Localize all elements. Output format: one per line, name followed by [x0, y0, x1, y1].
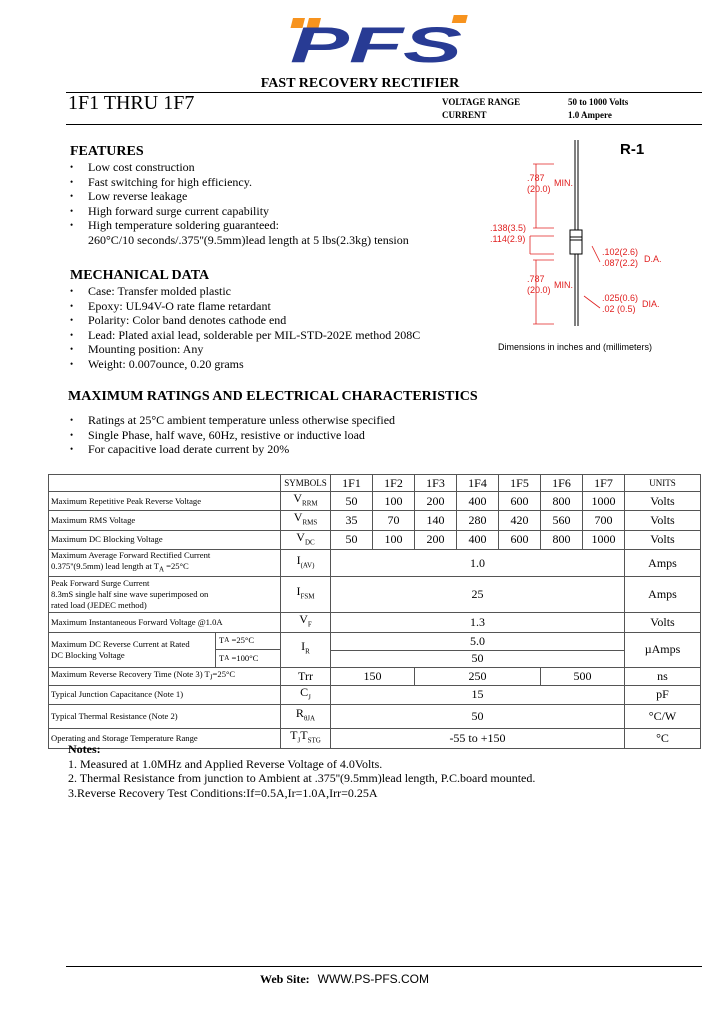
- dim-body-min: .114(2.9): [490, 234, 526, 244]
- dim-bottom-min: MIN.: [554, 280, 573, 290]
- table-cell: pF: [625, 685, 701, 704]
- table-cell: 280: [457, 511, 499, 530]
- list-item: • Low reverse leakage: [68, 189, 409, 204]
- header-1f1: 1F1: [331, 475, 373, 492]
- list-item: • For capacitive load derate current by 20%: [68, 442, 395, 457]
- table-cell: Peak Forward Surge Current 8.3mS single half sine wave superimposed on rated load (JEDEC method): [49, 577, 281, 613]
- table-cell: 200: [415, 530, 457, 549]
- table-cell: 700: [583, 511, 625, 530]
- dimension-note: Dimensions in inches and (millimeters): [498, 342, 653, 352]
- mechanical-list: [68, 284, 420, 372]
- table-cell: Volts: [625, 492, 701, 511]
- table-cell: Amps: [625, 577, 701, 613]
- header-1f3: 1F3: [415, 475, 457, 492]
- list-item: • Weight: 0.007ounce, 0.20 grams: [68, 357, 420, 372]
- table-cell: 1000: [583, 530, 625, 549]
- features-list: [68, 160, 409, 248]
- dim-bottom-inch: .787: [527, 274, 545, 284]
- table-row: [49, 704, 701, 728]
- logo-text: PFS: [290, 17, 462, 73]
- table-cell: 800: [541, 530, 583, 549]
- package-outline-drawing: [490, 136, 696, 366]
- table-cell: 250: [415, 667, 541, 685]
- table-row: [49, 685, 701, 704]
- list-item: • Ratings at 25°C ambient temperature unless otherwise specified: [68, 413, 395, 428]
- header-symbols: SYMBOLS: [281, 475, 331, 492]
- list-item: • High temperature soldering guaranteed:: [68, 218, 409, 233]
- table-cell: Maximum DC Blocking Voltage: [49, 530, 281, 549]
- table-cell: 50: [331, 530, 373, 549]
- table-cell: $V_{RMS}$: [281, 511, 331, 530]
- dim-lead-max: .025(0.6): [602, 293, 639, 303]
- table-cell: 420: [499, 511, 541, 530]
- table-cell: Amps: [625, 550, 701, 577]
- document-title: FAST RECOVERY RECTIFIER: [260, 76, 460, 91]
- table-cell: Volts: [625, 511, 701, 530]
- table-cell: 50: [331, 492, 373, 511]
- header-1f2: 1F2: [373, 475, 415, 492]
- mechanical-heading: MECHANICAL DATA: [70, 268, 210, 283]
- table-cell: 400: [457, 530, 499, 549]
- table-row: [49, 667, 701, 685]
- note-2: 2. Thermal Resistance from junction to Ambient at .375''(9.5mm)lead length, P.C.board mounted.: [68, 771, 536, 786]
- table-cell: 100: [373, 492, 415, 511]
- table-cell: 35: [331, 511, 373, 530]
- table-cell: 150: [331, 667, 415, 685]
- table-row: [49, 577, 701, 613]
- table-row: [49, 511, 701, 530]
- table-cell: °C: [625, 728, 701, 748]
- table-cell: 600: [499, 492, 541, 511]
- table-cell: Operating and Storage Temperature Range: [49, 728, 281, 748]
- dim-lead-min: .02 (0.5): [602, 304, 636, 314]
- note-3: 3.Reverse Recovery Test Conditions:If=0.5A,Ir=1.0A,Irr=0.25A: [68, 785, 378, 800]
- website-label: Web Site:: [260, 972, 310, 986]
- voltage-label: VOLTAGE RANGE: [442, 97, 521, 107]
- table-cell: Typical Junction Capacitance (Note 1): [49, 685, 281, 704]
- table-cell: $V_{RRM}$: [281, 492, 331, 511]
- list-item: • Lead: Plated axial lead, solderable per MIL-STD-202E method 208C: [68, 328, 420, 343]
- table-cell: [49, 475, 281, 492]
- table-row: [49, 550, 701, 577]
- dim-lead-label: DIA.: [642, 299, 660, 309]
- table-cell: °C/W: [625, 704, 701, 728]
- features-heading: FEATURES: [70, 144, 144, 159]
- table-cell: 560: [541, 511, 583, 530]
- dim-top-min: MIN.: [554, 178, 573, 188]
- ratings-conditions-list: [68, 413, 395, 457]
- dim-top-inch: .787: [527, 173, 545, 183]
- table-cell: Volts: [625, 530, 701, 549]
- website-link[interactable]: WWW.PS-PFS.COM: [317, 972, 429, 986]
- table-cell: Maximum Repetitive Peak Reverse Voltage: [49, 492, 281, 511]
- header-rule: [66, 124, 702, 125]
- header-1f4: 1F4: [457, 475, 499, 492]
- notes-block: [68, 742, 535, 800]
- table-cell: 200: [415, 492, 457, 511]
- table-row: [49, 530, 701, 549]
- current-value: 1.0 Ampere: [568, 110, 612, 120]
- list-item: • Low cost construction: [68, 160, 409, 175]
- table-row: [49, 632, 701, 650]
- diode-body: [570, 140, 582, 326]
- list-item: • High forward surge current capability: [68, 204, 409, 219]
- table-cell: µAmps: [625, 632, 701, 667]
- header-1f5: 1F5: [499, 475, 541, 492]
- table-cell: Maximum RMS Voltage: [49, 511, 281, 530]
- table-cell: $I_{FSM}$: [281, 577, 331, 613]
- table-cell: 70: [373, 511, 415, 530]
- dim-dia-min: .087(2.2): [602, 258, 639, 268]
- table-cell: -55 to +150: [331, 728, 625, 748]
- list-item: • Fast switching for high efficiency.: [68, 175, 409, 190]
- table-cell: 1.0: [331, 550, 625, 577]
- table-cell: $R_{\theta JA}$: [281, 704, 331, 728]
- dim-bottom-mm: (20.0): [527, 285, 551, 295]
- list-item: • Single Phase, half wave, 60Hz, resistive or inductive load: [68, 428, 395, 443]
- table-cell: Maximum Reverse Recovery Time (Note 3) $T_J=25^\circ C$: [49, 667, 281, 685]
- dim-dia-label: D.A.: [644, 254, 662, 264]
- table-cell: 600: [499, 530, 541, 549]
- current-label: CURRENT: [442, 110, 487, 120]
- range-summary: [442, 96, 628, 122]
- table-row: [49, 613, 701, 632]
- table-cell: 15: [331, 685, 625, 704]
- notes-heading: Notes:: [68, 742, 101, 756]
- note-1: 1. Measured at 1.0MHz and Applied Reverse Voltage of 4.0Volts.: [68, 756, 383, 771]
- table-cell: $I_R$: [281, 632, 331, 667]
- header-1f7: 1F7: [583, 475, 625, 492]
- table-cell: ns: [625, 667, 701, 685]
- table-cell: 400: [457, 492, 499, 511]
- table-cell: $V_F$: [281, 613, 331, 632]
- table-cell: $C_J$: [281, 685, 331, 704]
- table-cell: 1000: [583, 492, 625, 511]
- table-cell: $T_JT_{STG}$: [281, 728, 331, 748]
- footer-rule: [66, 966, 702, 967]
- table-header-row: [49, 475, 701, 492]
- dim-top-mm: (20.0): [527, 184, 551, 194]
- dim-body-max: .138(3.5): [490, 223, 527, 233]
- dim-dia-max: .102(2.6): [602, 247, 639, 257]
- table-cell: $V_{DC}$: [281, 530, 331, 549]
- table-cell: 800: [541, 492, 583, 511]
- table-cell: 100: [373, 530, 415, 549]
- table-cell: Volts: [625, 613, 701, 632]
- table-cell: Typical Thermal Resistance (Note 2): [49, 704, 281, 728]
- header-units: UNITS: [625, 475, 701, 492]
- pfs-logo: [280, 14, 470, 73]
- ratings-heading: MAXIMUM RATINGS AND ELECTRICAL CHARACTERISTICS: [68, 389, 478, 404]
- table-cell: 5.0: [331, 632, 625, 650]
- list-item: • Polarity: Color band denotes cathode end: [68, 313, 420, 328]
- table-cell: 50: [331, 704, 625, 728]
- table-cell: 1.3: [331, 613, 625, 632]
- table-row: [49, 492, 701, 511]
- table-cell: 140: [415, 511, 457, 530]
- list-item-continuation: 260°C/10 seconds/.375''(9.5mm)lead length at 5 lbs(2.3kg) tension: [88, 232, 409, 247]
- table-cell: 25: [331, 577, 625, 613]
- footer-website: [260, 972, 429, 987]
- list-item: • Epoxy: UL94V-O rate flame retardant: [68, 299, 420, 314]
- table-cell: $I_{(AV)}$: [281, 550, 331, 577]
- voltage-value: 50 to 1000 Volts: [568, 97, 629, 107]
- header-1f6: 1F6: [541, 475, 583, 492]
- table-cell: 500: [541, 667, 625, 685]
- list-item: • Mounting position: Any: [68, 342, 420, 357]
- part-range: 1F1 THRU 1F7: [68, 92, 195, 114]
- table-cell: Maximum Average Forward Rectified Current 0.375''(9.5mm) lead length at $T_A =25^\circ C$: [49, 550, 281, 577]
- table-cell: Maximum Instantaneous Forward Voltage @1.0A: [49, 613, 281, 632]
- table-cell: 50: [331, 650, 625, 667]
- table-cell: Trr: [281, 667, 331, 685]
- ratings-table: [48, 474, 701, 749]
- package-code: R-1: [620, 141, 645, 158]
- list-item: • Case: Transfer molded plastic: [68, 284, 420, 299]
- table-cell: Maximum DC Reverse Current at Rated DC Blocking Voltage T A =25°C T A =100°C: [49, 632, 281, 667]
